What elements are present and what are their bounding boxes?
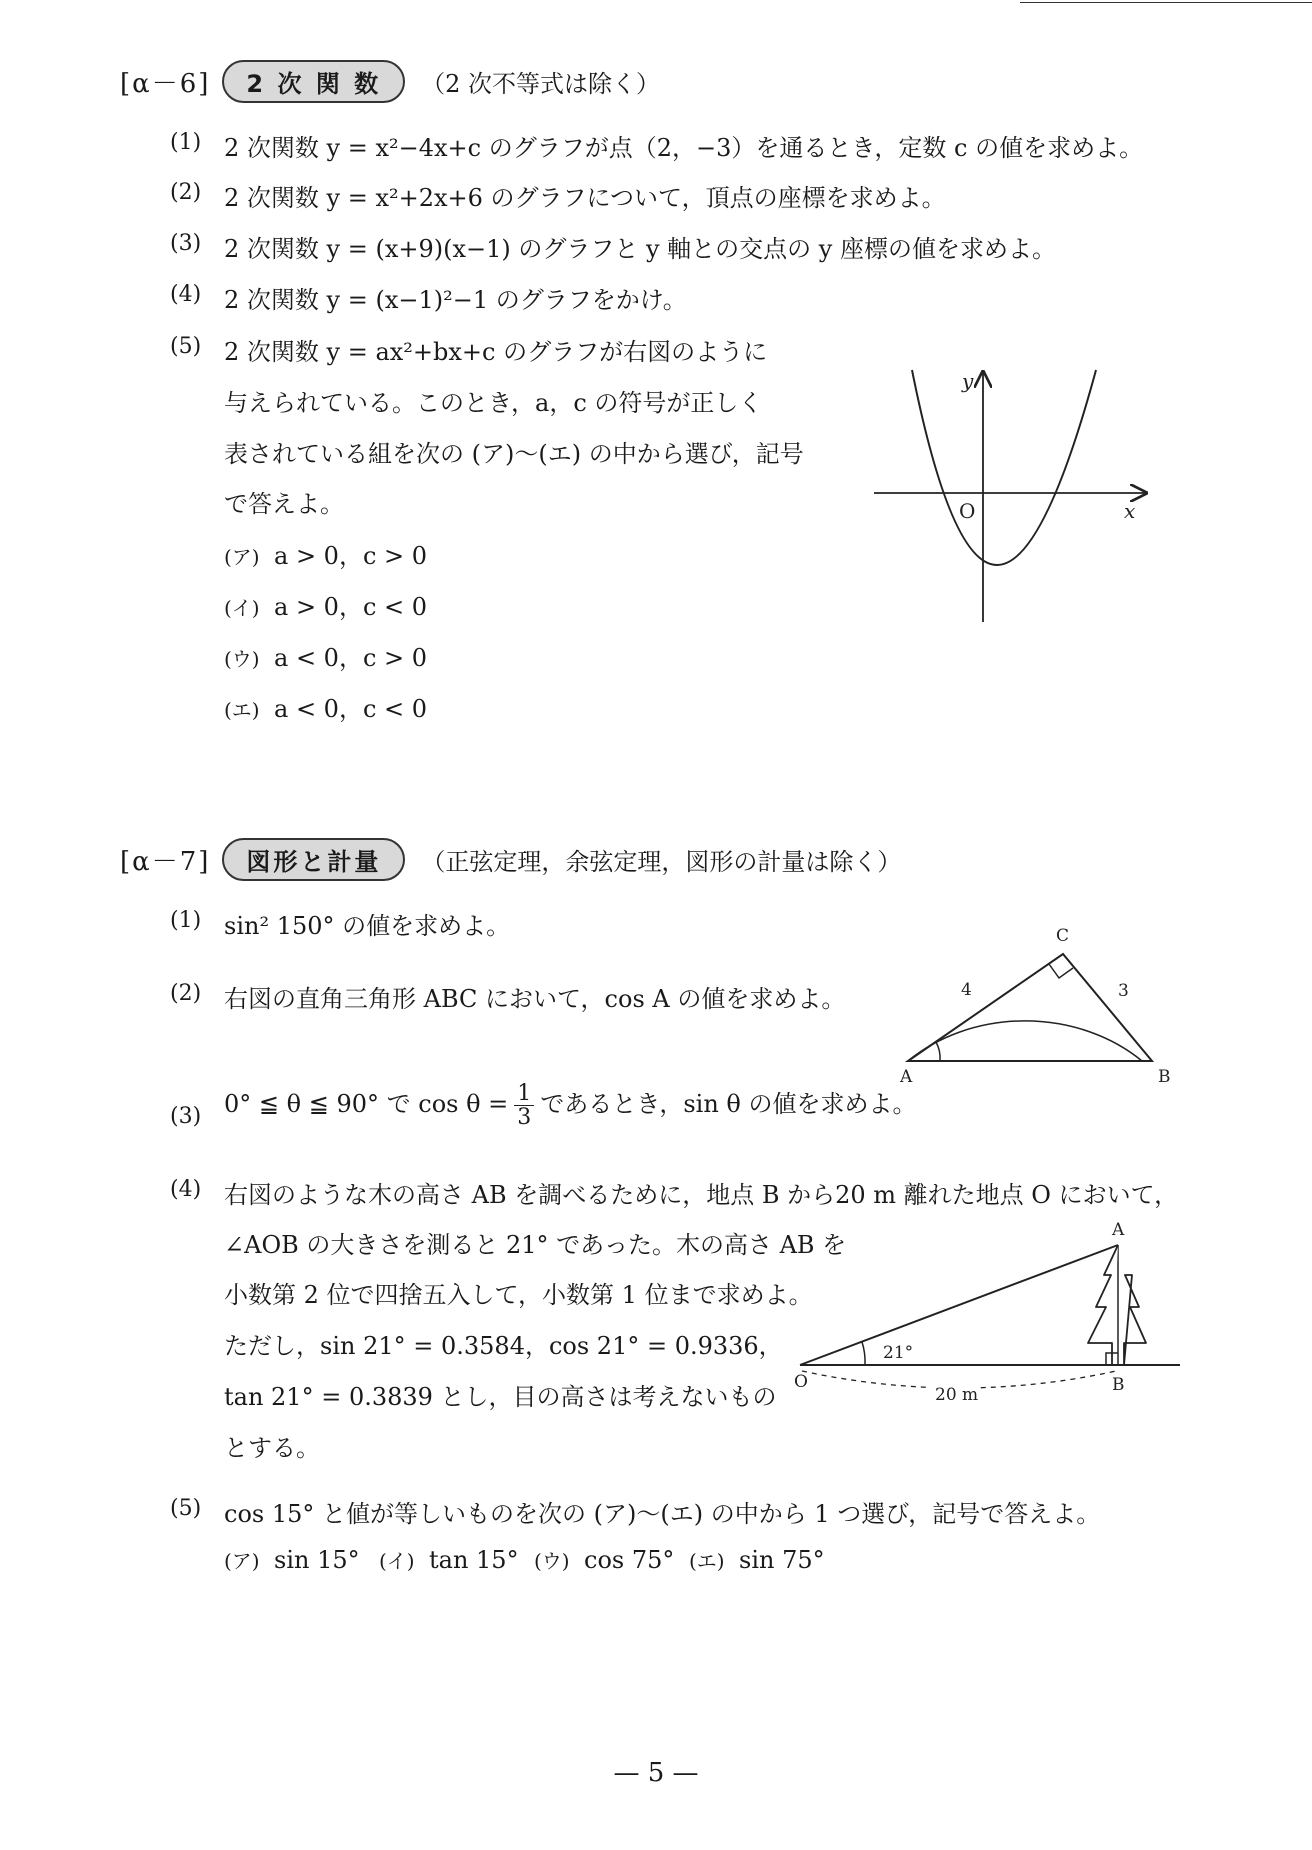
s7-q4-line: ∠AOB の大きさを測ると 21° であった。木の高さ AB を (224, 1231, 847, 1259)
s7-q4-line: 右図のような木の高さ AB を調べるために，地点 B から20 m 離れた地点 O において， (224, 1181, 1179, 1209)
side-bc-label: 3 (1118, 981, 1129, 1001)
s7-q4-number: (4) (170, 1177, 202, 1202)
page-number: — 5 — (613, 1758, 699, 1788)
s7-q4-line: 小数第 2 位で四捨五入して，小数第 1 位まで求めよ。 (224, 1281, 813, 1309)
s7-q4-line: ただし，sin 21° = 0.3584，cos 21° = 0.9336， (224, 1332, 783, 1360)
section6-badge: 2 次 関 数 (222, 60, 405, 103)
angle-a-arc (936, 1042, 940, 1061)
s6-choice (224, 536, 427, 571)
choice-label: (イ) (379, 1549, 415, 1573)
choice-text: tan 15° (429, 1546, 519, 1574)
tree-icon (1088, 1245, 1146, 1365)
top-rule (1020, 2, 1312, 3)
choice-label: (ア) (224, 545, 260, 569)
choice-label: (ア) (224, 1549, 260, 1573)
s6-q1-text: 2 次関数 y = x²−4x+c のグラフが点（2，−3）を通るとき，定数 c の値を求めよ。 (224, 134, 1144, 162)
fraction-denominator: 3 (517, 1105, 532, 1131)
s7-q1-number: (1) (170, 908, 202, 933)
s7-q5-number: (5) (170, 1496, 202, 1521)
s6-q4-text: 2 次関数 y = (x−1)²−1 のグラフをかけ。 (224, 286, 687, 314)
x-axis-label: x (1124, 499, 1136, 523)
s6-q2-text: 2 次関数 y = x²+2x+6 のグラフについて，頂点の座標を求めよ。 (224, 184, 946, 212)
section6-header (120, 60, 660, 103)
section7-badge: 図形と計量 (222, 838, 405, 881)
choice-label: (エ) (689, 1549, 725, 1573)
s6-q5-line: 表されている組を次の (ア)〜(エ) の中から選び，記号 (224, 440, 804, 468)
origin-label: O (959, 499, 976, 523)
s6-q1-number: (1) (170, 130, 202, 155)
distance-label: 20 m (935, 1385, 979, 1405)
s7-q3-number: (3) (170, 1104, 202, 1129)
s7-q4-line: とする。 (224, 1434, 320, 1462)
choice-text: a < 0，c < 0 (274, 695, 428, 723)
side-ac-label: 4 (961, 980, 972, 1000)
s7-q5-text: cos 15° と値が等しいものを次の (ア)〜(エ) の中から 1 つ選び，記号で答えよ。 (224, 1500, 1101, 1528)
s6-q2-number: (2) (170, 180, 202, 205)
section6-id: [α－6] (120, 69, 211, 99)
s6-q5-line: 与えられている。このとき，a，c の符号が正しく (224, 389, 763, 417)
section7-note: （正弦定理，余弦定理，図形の計量は除く） (421, 848, 902, 876)
fraction (514, 1082, 534, 1129)
vertex-a-label: A (900, 1067, 913, 1087)
s7-q3-post: であるとき，sin θ の値を求めよ。 (540, 1090, 917, 1119)
triangle-arc (908, 1021, 1142, 1061)
y-axis-label: y (962, 369, 974, 393)
sight-line (800, 1245, 1118, 1365)
choice-text: cos 75° (584, 1546, 675, 1574)
s6-q5-line: 2 次関数 y = ax²+bx+c のグラフが右図のように (224, 338, 768, 366)
angle-label: 21° (883, 1343, 914, 1363)
point-a-label: A (1112, 1220, 1125, 1240)
section7-id: [α－7] (120, 847, 211, 877)
s6-q5-line: で答えよ。 (224, 490, 344, 518)
s6-choice (224, 587, 427, 622)
triangle-abc (908, 954, 1152, 1061)
s6-choice (224, 638, 427, 673)
point-o-label: O (794, 1372, 808, 1392)
s7-q5-choices (224, 1545, 825, 1574)
choice-text: a > 0，c > 0 (274, 542, 428, 570)
s7-q2-number: (2) (170, 981, 202, 1006)
fraction-numerator: 1 (514, 1082, 534, 1106)
s7-q1-text: sin² 150° の値を求めよ。 (224, 912, 511, 940)
s6-q5-number: (5) (170, 334, 202, 359)
choice-label: (ウ) (534, 1549, 570, 1573)
triangle-figure (890, 920, 1180, 1090)
point-b-label: B (1112, 1375, 1125, 1395)
choice-label: (エ) (224, 698, 260, 722)
s6-q4-number: (4) (170, 282, 202, 307)
s6-choice (224, 689, 427, 724)
parabola-figure (860, 360, 1160, 630)
s7-q3-text (224, 1082, 916, 1129)
right-angle-mark (1049, 964, 1073, 978)
angle-o-arc (862, 1342, 865, 1365)
parabola-curve (912, 370, 1096, 565)
choice-label: (ウ) (224, 647, 260, 671)
choice-text: sin 75° (739, 1546, 825, 1574)
choice-label: (イ) (224, 596, 260, 620)
tree-figure (790, 1215, 1190, 1415)
s7-q2-text: 右図の直角三角形 ABC において，cos A の値を求めよ。 (224, 985, 846, 1013)
choice-text: a < 0，c > 0 (274, 644, 428, 672)
choice-text: sin 15° (274, 1546, 360, 1574)
s7-q4-line: tan 21° = 0.3839 とし，目の高さは考えないもの (224, 1383, 777, 1411)
section7-header (120, 838, 901, 881)
s6-q3-number: (3) (170, 231, 202, 256)
vertex-b-label: B (1158, 1067, 1171, 1087)
section6-note: （2 次不等式は除く） (421, 70, 661, 98)
s7-q3-pre: 0° ≦ θ ≦ 90° で cos θ = (224, 1090, 509, 1119)
vertex-c-label: C (1056, 926, 1070, 946)
s6-q3-text: 2 次関数 y = (x+9)(x−1) のグラフと y 軸との交点の y 座標の値を求めよ。 (224, 235, 1056, 263)
choice-text: a > 0，c < 0 (274, 593, 428, 621)
